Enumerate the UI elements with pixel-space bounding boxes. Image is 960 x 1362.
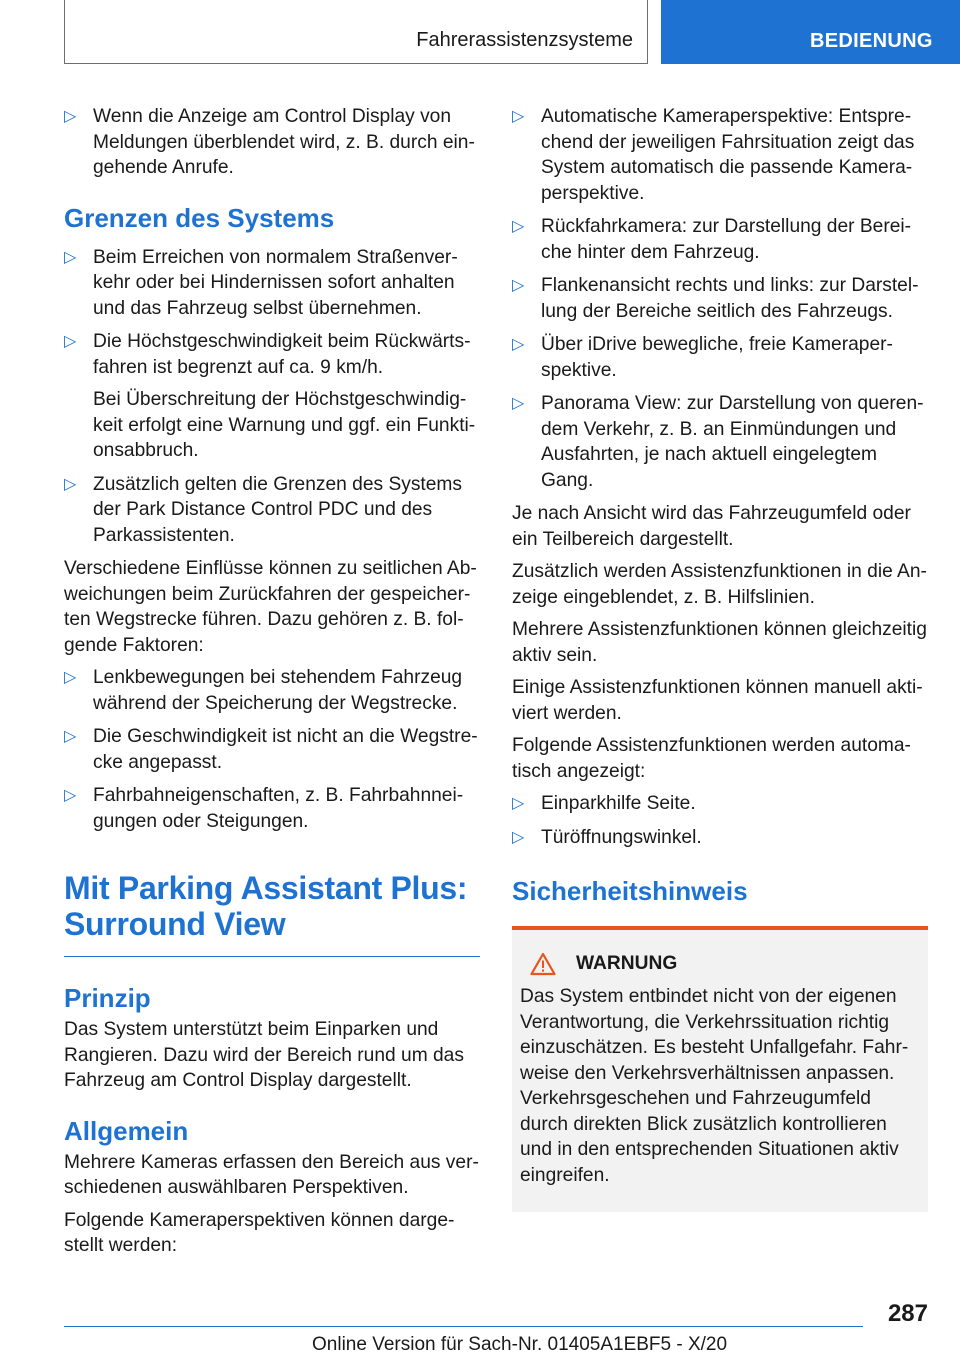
perspektiven-list (512, 104, 928, 493)
list-item: ▷ Türöffnungswinkel. (512, 825, 928, 851)
paragraph: Mehrere Assistenzfunktionen können gleichzeitig aktiv sein. (512, 619, 927, 666)
footer-online-version: Online Version für Sach-Nr. 01405A1EBF5 - X/20 (312, 1334, 728, 1355)
allgemein-paragraph-2: Folgende Kameraperspektiven können dargestellt werden: (64, 1209, 455, 1256)
paragraph: Einige Assistenzfunktionen können manuell aktiviert werden. (512, 677, 923, 724)
list-item: ▷ Fahrbahneigenschaften, z. B. Fahrbahnneigungen oder Steigungen. (64, 785, 464, 832)
triangle-bullet-icon: ▷ (64, 333, 77, 350)
grenzen-list (64, 245, 480, 549)
list-item: ▷ Lenkbewegungen bei stehendem Fahrzeug während der Speicherung der Wegstrecke. (64, 667, 463, 714)
triangle-bullet-icon: ▷ (512, 828, 525, 846)
heading-grenzen: Grenzen des Systems (64, 202, 335, 233)
triangle-bullet-icon: ▷ (64, 108, 77, 125)
allgemein-paragraph-1: Mehrere Kameras erfassen den Bereich aus verschiedenen auswählbaren Perspektiven. (64, 1151, 479, 1198)
triangle-bullet-icon: ▷ (64, 728, 77, 745)
left-column (64, 104, 480, 1266)
heading-allgemein: Allgemein (64, 1115, 189, 1146)
list-item: ▷ Einparkhilfe Seite. (512, 791, 928, 817)
heading-prinzip: Prinzip (64, 983, 151, 1013)
list-item: ▷ Zusätzlich gelten die Grenzen des Systems der Park Distance Control PDC und des Parkassistenten. (64, 473, 463, 546)
triangle-bullet-icon: ▷ (64, 248, 77, 266)
prinzip-paragraph: Das System unterstützt beim Einparken und Rangieren. Dazu wird der Bereich rund um das Fahrzeug am Control Display dargestellt. (64, 1019, 464, 1091)
warning-text: Das System entbindet nicht von der eigenen Verantwortung, die Verkehrssituation richtig einzuschätzen. Es besteht Unfallgefahr. Fahrweise den Verkehrsverhältnissen anpassen. Verkehrsgeschehen und Fahrzeugumfeld durch direkten Blick zusätzlich kontrollieren und in den entsprechenden Situationen aktiv eingreifen. (520, 986, 909, 1186)
triangle-bullet-icon: ▷ (64, 475, 77, 493)
list-item: ▷ Rückfahrkamera: zur Darstellung der Bereiche hinter dem Fahrzeug. (512, 216, 912, 263)
paragraph: Zusätzlich werden Assistenzfunktionen in die Anzeige eingeblendet, z. B. Hilfslinien. (512, 561, 927, 608)
intro-list (64, 104, 480, 181)
list-item: ▷ Die Höchstgeschwindigkeit beim Rückwärtsfahren ist begrenzt auf ca. 9 km/h. Bei Überschreitung der Höchstgeschwindigkeit erfolgt eine Warnung und ggf. ein Funktionsabbruch. (64, 329, 480, 464)
warning-header (520, 952, 920, 976)
triangle-bullet-icon: ▷ (512, 336, 525, 353)
list-item: ▷ Flankenansicht rechts und links: zur Darstellung der Bereiche seitlich des Fahrzeugs. (512, 275, 919, 322)
triangle-bullet-icon: ▷ (512, 218, 525, 235)
main-section-heading: Mit Parking Assistant Plus: Surround View (64, 870, 480, 957)
right-column (512, 104, 928, 1212)
paragraph: Je nach Ansicht wird das Fahrzeugumfeld oder ein Teilbereich dargestellt. (512, 503, 911, 550)
triangle-bullet-icon: ▷ (64, 787, 77, 804)
heading-sicherheitshinweis: Sicherheitshinweis (512, 876, 748, 906)
list-item: ▷ Über iDrive bewegliche, freie Kameraperspektive. (512, 334, 893, 381)
list-item: ▷ Panorama View: zur Darstellung von querendem Verkehr, z. B. an Einmündungen und Ausfahrten, je nach aktuell eingelegtem Gang. (512, 393, 924, 491)
triangle-bullet-icon: ▷ (512, 108, 525, 125)
list-item: ▷ Die Geschwindigkeit ist nicht an die Wegstrecke angepasst. (64, 726, 478, 773)
list-item: ▷ Automatische Kameraperspektive: Entsprechend der jeweiligen Fahrsituation zeigt das System automatisch die passende Kameraperspektive. (512, 106, 915, 204)
triangle-bullet-icon: ▷ (64, 669, 77, 686)
list-item: ▷ Beim Erreichen von normalem Straßenverkehr oder bei Hindernissen sofort anhalten und das Fahrzeug selbst übernehmen. (64, 246, 458, 319)
triangle-bullet-icon: ▷ (512, 795, 525, 812)
einfluss-paragraph: Verschiedene Einflüsse können zu seitlichen Abweichungen beim Zurückfahren der gespeicherten Wegstrecke führen. Dazu gehören z. B. folgende Faktoren: (64, 558, 477, 656)
list-item-note: Bei Überschreitung der Höchstgeschwindigkeit erfolgt eine Warnung und ggf. ein Funktionsabbruch. (93, 389, 476, 461)
warning-triangle-icon (530, 952, 556, 976)
header-chapter-tab: BEDIENUNG (661, 0, 960, 64)
triangle-bullet-icon: ▷ (512, 395, 525, 412)
triangle-bullet-icon: ▷ (512, 277, 525, 294)
footer-divider (64, 1326, 863, 1327)
warning-box (512, 926, 928, 1212)
page-number: 287 (887, 1300, 928, 1327)
auto-functions-list (512, 791, 928, 850)
paragraph: Folgende Assistenzfunktionen werden automatisch angezeigt: (512, 735, 911, 782)
list-item: ▷ Wenn die Anzeige am Control Display von Meldungen überblendet wird, z. B. durch eingehende Anrufe. (64, 106, 475, 178)
faktoren-list (64, 665, 480, 834)
header-section-title: Fahrerassistenzsysteme (416, 29, 633, 51)
header-section-box (64, 0, 648, 64)
warning-title: WARNUNG (576, 953, 678, 974)
